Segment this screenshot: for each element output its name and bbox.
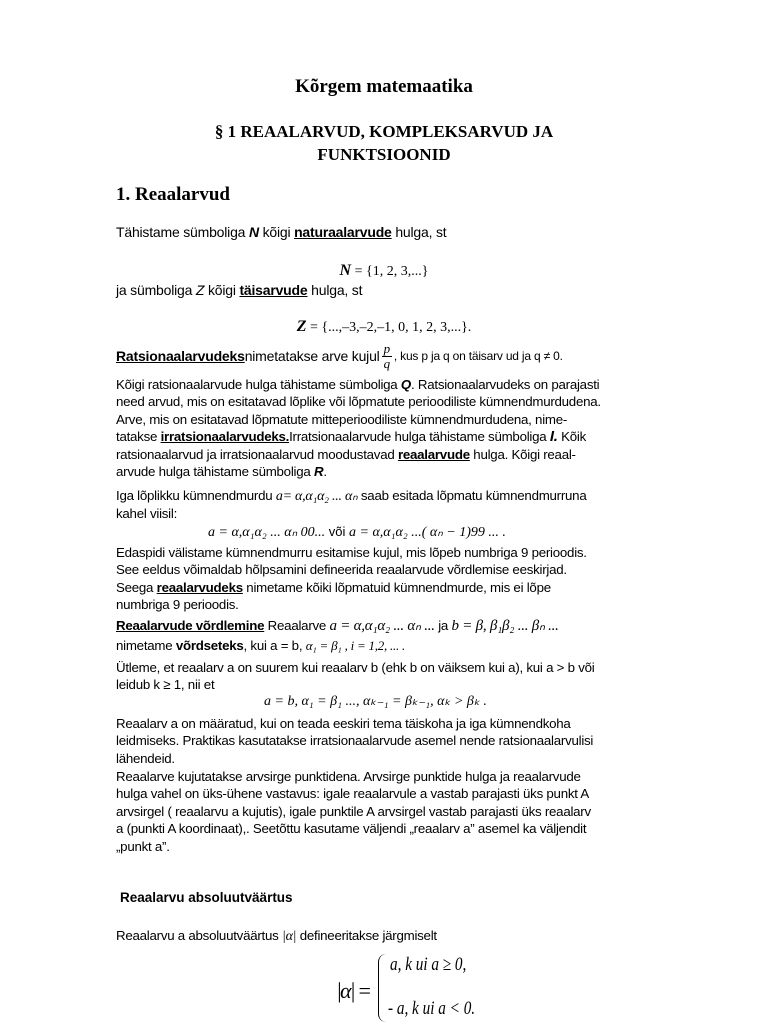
fraction-p-over-q: p q xyxy=(383,340,390,371)
section-heading-line1: § 1 REAALARVUD, KOMPLEKSARVUD JA xyxy=(214,122,554,141)
absolute-value-heading: Reaalarvu absoluutväärtus xyxy=(120,890,293,905)
integers-formula: Z = {...,–3,–2,–1, 0, 1, 2, 3,...}. xyxy=(296,318,472,335)
defined-real-paragraph: Reaalarv a on määratud, kui on teada eeskiri tema täiskoha ja iga kümnendkoha leidmiseks. Praktikas kasutatakse irratsionaalarvude asemel nende ratsionaalarvulisi lähendeid. xyxy=(116,716,594,766)
integers-sentence: ja sümboliga Z kõigi täisarvude hulga, st xyxy=(116,282,363,298)
decimal-two-representations-formula: a = α,α₁α₂ ... αₙ 00... või a = α,α₁α₂ ...( αₙ − 1)99 ... . xyxy=(208,524,506,540)
abs-formula-lhs: |α| = xyxy=(336,978,370,1003)
greater-than-paragraph: Ütleme, et reaalarv a on suurem kui reaalarv b (ehk b on väiksem kui a), kui a > b või leidub k ≥ 1, nii et xyxy=(116,660,595,693)
naturals-formula: N = {1, 2, 3,...} xyxy=(339,262,429,279)
decimal-paragraph: Iga lõplikku kümnendmurdu a= α,α₁α₂ ... αₙ saab esitada lõpmatu kümnendmurruna kahel viisil: xyxy=(116,488,587,522)
rational-irrational-paragraph: Kõigi ratsionaalarvude hulga tähistame sümboliga Q. Ratsionaalarvudeks on parajasti need arvud, mis on esitatavad lõplike või lõpmatute perioodiliste kümnendmurdudena. Arve, mis on esitatavad lõpmatute mitteperioodiliste kümnendmurdudena, nime- tatakse irratsionaalarvudeks.Irratsionaalarvude hulga tähistame sümboliga I. Kõik ratsionaalarvud ja irratsionaalarvud moodustavad reaalarvude hulga. Kõigi reaal- arvude hulga tähistame sümboliga R. xyxy=(116,377,601,480)
subsection-heading: 1. Reaalarvud xyxy=(116,184,230,205)
page-title: Kõrgem matemaatika xyxy=(295,76,473,97)
abs-formula-case2: - a, k ui a < 0. xyxy=(388,998,476,1019)
comparison-definition-line1: Reaalarvude võrdlemine Reaalarve a = α,α₁α₂ ... αₙ ... ja b = β, β₁β₂ ... βₙ ... xyxy=(116,618,559,634)
exclude-nine-paragraph: Edaspidi välistame kümnendmurru esitamise kujul, mis lõpeb numbriga 9 perioodis. See eeldus võimaldab hõlpsamini defineerida reaalarvude võrdlemise eeskirjad. Seega reaalarvudeks nimetame kõiki lõpmatuid kümnendmurde, mis ei lõpe numbriga 9 perioodis. xyxy=(116,545,587,613)
absolute-value-definition: Reaalarvu a absoluutväärtus |α| defineeritakse järgmiselt xyxy=(116,928,437,944)
absolute-value-formula xyxy=(336,952,476,1024)
greater-than-formula: a = b, α₁ = β₁ ..., αₖ₋₁ = βₖ₋₁, αₖ > βₖ . xyxy=(264,694,487,709)
comparison-definition-line2: nimetame võrdseteks, kui a = b, α₁ = β₁ , i = 1,2, ... . xyxy=(116,638,405,653)
naturals-sentence: Tähistame sümboliga N kõigi naturaalarvude hulga, st xyxy=(116,224,447,240)
cases-brace xyxy=(378,954,387,1022)
rationals-definition: Ratsionaalarvudeks nimetatakse arve kujul p q , kus p ja q on täisarv ud ja q ≠ 0. xyxy=(116,340,563,371)
number-line-paragraph: Reaalarve kujutatakse arvsirge punktidena. Arvsirge punktide hulga ja reaalarvude hulga vahel on üks-ühene vastavus: igale reaalarvule a vastab parajasti üks punkt A arvsirgel ( reaalarvu a kujutis), igale punktile A arvsirgel vastab parajasti üks reaalarv a (punkti A koordinaat),. Seetõttu kasutame väljendi „reaalarv a” asemel ka väljendit „punkt a”. xyxy=(116,769,591,854)
abs-formula-case1: a, k ui a ≥ 0, xyxy=(390,954,467,975)
section-heading-line2: FUNKTSIOONID xyxy=(317,145,451,164)
